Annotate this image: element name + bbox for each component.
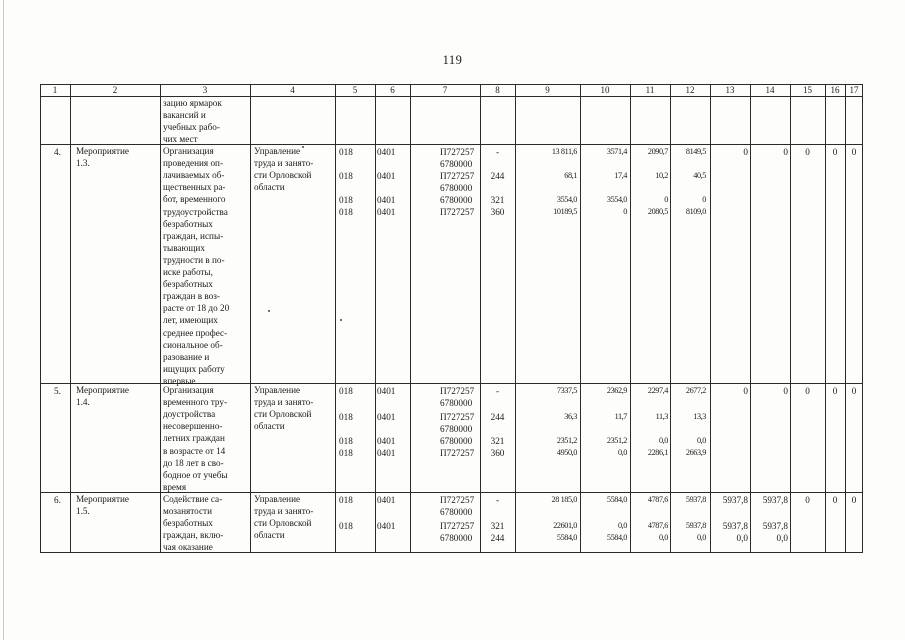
budget-cell-c10: 11,7 <box>614 412 627 421</box>
budget-cell-c8: 321 <box>490 436 505 446</box>
budget-cell-c8: 244 <box>490 412 505 422</box>
event-description-line: временного тру- <box>163 397 228 408</box>
budget-cell-c7: П727257 <box>440 386 475 396</box>
column-rule <box>250 84 251 553</box>
budget-cell-c8: - <box>495 386 500 396</box>
budget-cell-c7: 6780000 <box>440 533 473 543</box>
budget-cell-c5: 018 <box>339 171 353 181</box>
budget-cell-c5: 018 <box>339 495 353 505</box>
event-description-line: сиональное об- <box>163 339 223 350</box>
continuation-text-line: зацию ярмарок <box>163 98 222 108</box>
budget-cell-c7: П727257 <box>440 171 475 181</box>
budget-cell-c13: 5937,8 <box>722 521 748 531</box>
budget-cell-c7: П727257 <box>440 207 475 217</box>
column-number-label: 17 <box>849 85 859 95</box>
event-description-line: до 18 лет в сво- <box>163 457 224 468</box>
budget-cell-c6: 0401 <box>377 195 396 205</box>
column-number-label: 7 <box>442 85 448 95</box>
column-number-label: 1 <box>52 85 58 95</box>
budget-cell-c9: 68,1 <box>564 171 577 180</box>
event-description-line: трудности в по- <box>163 254 225 265</box>
executor-text-line: Управление <box>254 146 301 156</box>
event-description-line: лет, имеющих <box>163 315 218 326</box>
budget-cell-c10: 3571,4 <box>606 147 627 156</box>
budget-cell-c6: 0401 <box>377 436 396 446</box>
budget-cell-c8: - <box>495 147 500 157</box>
budget-cell-c11: 10,2 <box>655 171 668 180</box>
budget-cell-c12: 8149,5 <box>685 147 706 156</box>
event-description-line: летних граждан <box>163 433 225 444</box>
budget-cell-c7: 6780000 <box>440 424 473 434</box>
column-number-label: 14 <box>765 85 775 95</box>
budget-cell-c14: 0 <box>783 386 788 396</box>
budget-cell-c8: 321 <box>490 521 505 531</box>
scan-speck <box>340 319 342 321</box>
event-description-line: бот, временного <box>163 194 226 205</box>
budget-cell-c13: 0,0 <box>736 533 748 543</box>
budget-cell-c6: 0401 <box>377 521 396 531</box>
budget-cell-c11: 2090,7 <box>647 147 668 156</box>
budget-cell-c12: 8109,0 <box>685 207 706 216</box>
budget-cell-c11: 2286,1 <box>647 448 668 457</box>
budget-table <box>40 84 863 553</box>
event-description-line: лачиваемых об- <box>163 170 225 181</box>
column-number-label: 15 <box>803 85 812 95</box>
executor-text-line: Управление <box>254 494 301 504</box>
budget-cell-c11: 0 <box>664 195 668 204</box>
budget-cell-c10: 5584,0 <box>606 495 627 504</box>
budget-cell-c14: 5937,8 <box>762 521 788 531</box>
budget-cell-c5: 018 <box>339 412 353 422</box>
budget-cell-c9: 3554,0 <box>556 195 577 204</box>
event-description-line: чая оказание <box>163 542 213 553</box>
budget-cell-c8: 360 <box>490 448 505 458</box>
column-number-label: 16 <box>830 85 840 95</box>
budget-cell-c9: 28 185,0 <box>551 495 577 504</box>
budget-cell-c17: 0 <box>851 495 857 505</box>
budget-cell-c11: 4787,6 <box>647 495 668 504</box>
column-rule <box>410 84 411 553</box>
event-description-line: ищущих работу <box>163 363 225 374</box>
budget-cell-c9: 7337,5 <box>556 386 577 395</box>
column-number-label: 6 <box>390 85 395 95</box>
column-rule <box>375 84 376 553</box>
row-number: 5. <box>54 386 61 396</box>
budget-cell-c12: 5937,8 <box>685 521 706 530</box>
budget-cell-c16: 0 <box>832 147 838 157</box>
budget-cell-c17: 0 <box>851 386 857 396</box>
event-description-line: трудоустройства <box>163 206 228 217</box>
budget-cell-c7: П727257 <box>440 448 475 458</box>
budget-cell-c10: 2362,9 <box>606 386 627 395</box>
budget-cell-c8: 360 <box>490 207 505 217</box>
budget-cell-c12: 5937,8 <box>685 495 706 504</box>
event-description-line: граждан в воз- <box>163 291 220 302</box>
event-description-line: среднее профес- <box>163 327 228 338</box>
budget-cell-c16: 0 <box>832 495 838 505</box>
column-number-label: 12 <box>685 85 695 95</box>
event-name-line: Мероприятие <box>76 494 129 504</box>
budget-cell-c5: 018 <box>339 195 353 205</box>
budget-cell-c6: 0401 <box>377 495 396 505</box>
column-rule <box>40 84 41 553</box>
budget-cell-c14: 0 <box>783 147 788 157</box>
budget-cell-c12: 40,5 <box>693 171 706 180</box>
budget-cell-c7: 6780000 <box>440 398 473 408</box>
budget-cell-c5: 018 <box>339 448 353 458</box>
continuation-text-line: вакансий и <box>163 110 206 121</box>
column-number-label: 2 <box>112 85 118 95</box>
column-rule <box>70 84 71 553</box>
event-description-line: Организация <box>163 146 214 156</box>
event-description-line: мозанятости <box>163 506 212 517</box>
column-number-label: 11 <box>645 85 655 95</box>
scan-speck <box>268 310 270 312</box>
executor-text-line: сти Орловской <box>254 518 312 529</box>
budget-cell-c10: 2351,2 <box>606 436 627 445</box>
budget-cell-c6: 0401 <box>377 147 396 157</box>
budget-cell-c8: 244 <box>490 171 505 181</box>
budget-cell-c5: 018 <box>339 436 353 446</box>
budget-cell-c11: 11,3 <box>655 412 668 421</box>
budget-cell-c12: 0,0 <box>696 533 706 542</box>
event-description-line: безработных <box>163 218 213 229</box>
page-number: 119 <box>442 53 463 67</box>
event-description-line: безработных <box>163 518 213 529</box>
event-name-line: 1.4. <box>76 397 90 408</box>
budget-cell-c12: 13,3 <box>693 412 706 421</box>
budget-cell-c12: 0,0 <box>696 436 706 445</box>
event-description-line: несовершенно- <box>163 421 223 432</box>
column-rule <box>160 84 161 553</box>
budget-cell-c5: 018 <box>339 386 353 396</box>
budget-cell-c11: 0,0 <box>658 436 668 445</box>
budget-cell-c6: 0401 <box>377 207 396 217</box>
budget-cell-c12: 0 <box>702 195 706 204</box>
continuation-text-line: чих мест <box>163 134 198 145</box>
budget-cell-c5: 018 <box>339 521 353 531</box>
budget-cell-c7: П727257 <box>440 521 475 531</box>
event-name-line: Мероприятие <box>76 385 129 395</box>
budget-cell-c9: 4950,0 <box>556 448 577 457</box>
column-number-label: 8 <box>495 85 500 95</box>
executor-text-line: труда и занято- <box>254 158 314 169</box>
budget-cell-c6: 0401 <box>377 412 396 422</box>
budget-cell-c9: 2351,2 <box>556 436 577 445</box>
event-name-line: 1.5. <box>76 506 90 517</box>
column-number-label: 5 <box>352 85 358 95</box>
budget-cell-c9: 5584,0 <box>556 533 577 542</box>
budget-cell-c8: 321 <box>490 195 505 205</box>
event-description-line: разование и <box>163 351 210 362</box>
column-number-label: 3 <box>202 85 208 95</box>
executor-text-line: сти Орловской <box>254 409 312 420</box>
executor-text-line: области <box>254 530 285 541</box>
budget-cell-c11: 2080,5 <box>647 207 668 216</box>
budget-cell-c14: 0,0 <box>776 533 788 543</box>
budget-cell-c15: 0 <box>805 495 810 505</box>
event-description-line: иске работы, <box>163 267 213 277</box>
column-number-label: 4 <box>290 85 295 95</box>
budget-cell-c10: 3554,0 <box>606 195 627 204</box>
executor-text-line: области <box>254 182 285 193</box>
budget-cell-c9: 13 811,6 <box>551 147 577 156</box>
budget-cell-c13: 5937,8 <box>722 495 748 505</box>
event-description-line: граждан, вклю- <box>163 530 224 541</box>
budget-cell-c8: - <box>495 495 500 505</box>
budget-cell-c6: 0401 <box>377 386 396 396</box>
budget-cell-c6: 0401 <box>377 171 396 181</box>
budget-cell-c10: 17,4 <box>614 171 627 180</box>
executor-text-line: труда и занято- <box>254 397 314 408</box>
scan-speck <box>302 146 304 148</box>
row-number: 6. <box>54 495 61 505</box>
budget-cell-c9: 36,3 <box>564 412 577 421</box>
budget-cell-c12: 2677,2 <box>685 386 706 395</box>
executor-text-line: сти Орловской <box>254 170 312 181</box>
budget-cell-c10: 5584,0 <box>606 533 627 542</box>
budget-cell-c10: 0 <box>623 207 627 216</box>
event-description-line: щественных ра- <box>163 182 226 193</box>
budget-cell-c13: 0 <box>743 386 748 396</box>
column-number-label: 10 <box>600 85 610 95</box>
event-name-line: 1.3. <box>76 158 90 169</box>
event-description-line: проведения оп- <box>163 158 224 169</box>
event-description-line: расте от 18 до 20 <box>163 303 230 314</box>
row-number: 4. <box>54 147 61 157</box>
budget-cell-c11: 4787,6 <box>647 521 668 530</box>
budget-cell-c16: 0 <box>832 386 838 396</box>
budget-cell-c13: 0 <box>743 147 748 157</box>
budget-cell-c12: 2663,9 <box>685 448 706 457</box>
budget-cell-c7: 6780000 <box>440 183 473 193</box>
budget-cell-c5: 018 <box>339 147 353 157</box>
event-description-line: Организация <box>163 385 214 395</box>
budget-cell-c6: 0401 <box>377 448 396 458</box>
budget-cell-c5: 018 <box>339 207 353 217</box>
budget-cell-c7: 6780000 <box>440 507 473 517</box>
event-description-line: безработных <box>163 279 213 290</box>
event-description-line: доустройства <box>163 409 216 420</box>
column-rule <box>335 84 336 553</box>
executor-text-line: труда и занято- <box>254 506 314 517</box>
budget-cell-c9: 10189,5 <box>553 207 577 216</box>
budget-cell-c14: 5937,8 <box>762 495 788 505</box>
budget-cell-c10: 0,0 <box>617 521 627 530</box>
budget-cell-c7: П727257 <box>440 412 475 422</box>
event-name-line: Мероприятие <box>76 146 129 156</box>
event-description-line: время <box>163 481 187 492</box>
budget-cell-c7: 6780000 <box>440 159 473 169</box>
budget-cell-c7: 6780000 <box>440 195 473 205</box>
budget-cell-c11: 0,0 <box>658 533 668 542</box>
page-scan-edge <box>3 0 4 640</box>
budget-cell-c15: 0 <box>805 147 810 157</box>
budget-cell-c7: П727257 <box>440 495 475 505</box>
budget-cell-c10: 0,0 <box>617 448 627 457</box>
continuation-text-line: учебных рабо- <box>163 122 220 133</box>
event-description-line: граждан, испы- <box>163 230 224 241</box>
event-description-line: Содействие са- <box>163 494 223 504</box>
budget-cell-c15: 0 <box>805 386 810 396</box>
budget-cell-c7: 6780000 <box>440 436 473 446</box>
budget-cell-c9: 22601,0 <box>553 521 577 530</box>
event-description-line: в возрасте от 14 <box>163 445 226 456</box>
executor-text-line: области <box>254 421 285 432</box>
budget-cell-c8: 244 <box>490 533 505 543</box>
event-description-line: впервые <box>163 375 196 386</box>
budget-cell-c7: П727257 <box>440 147 475 157</box>
event-description-line: бодное от учебы <box>163 469 228 480</box>
executor-text-line: Управление <box>254 385 301 395</box>
column-number-label: 9 <box>545 85 550 95</box>
budget-cell-c11: 2297,4 <box>647 386 668 395</box>
event-description-line: тывающих <box>163 242 205 253</box>
budget-cell-c17: 0 <box>851 147 857 157</box>
column-number-label: 13 <box>725 85 735 95</box>
